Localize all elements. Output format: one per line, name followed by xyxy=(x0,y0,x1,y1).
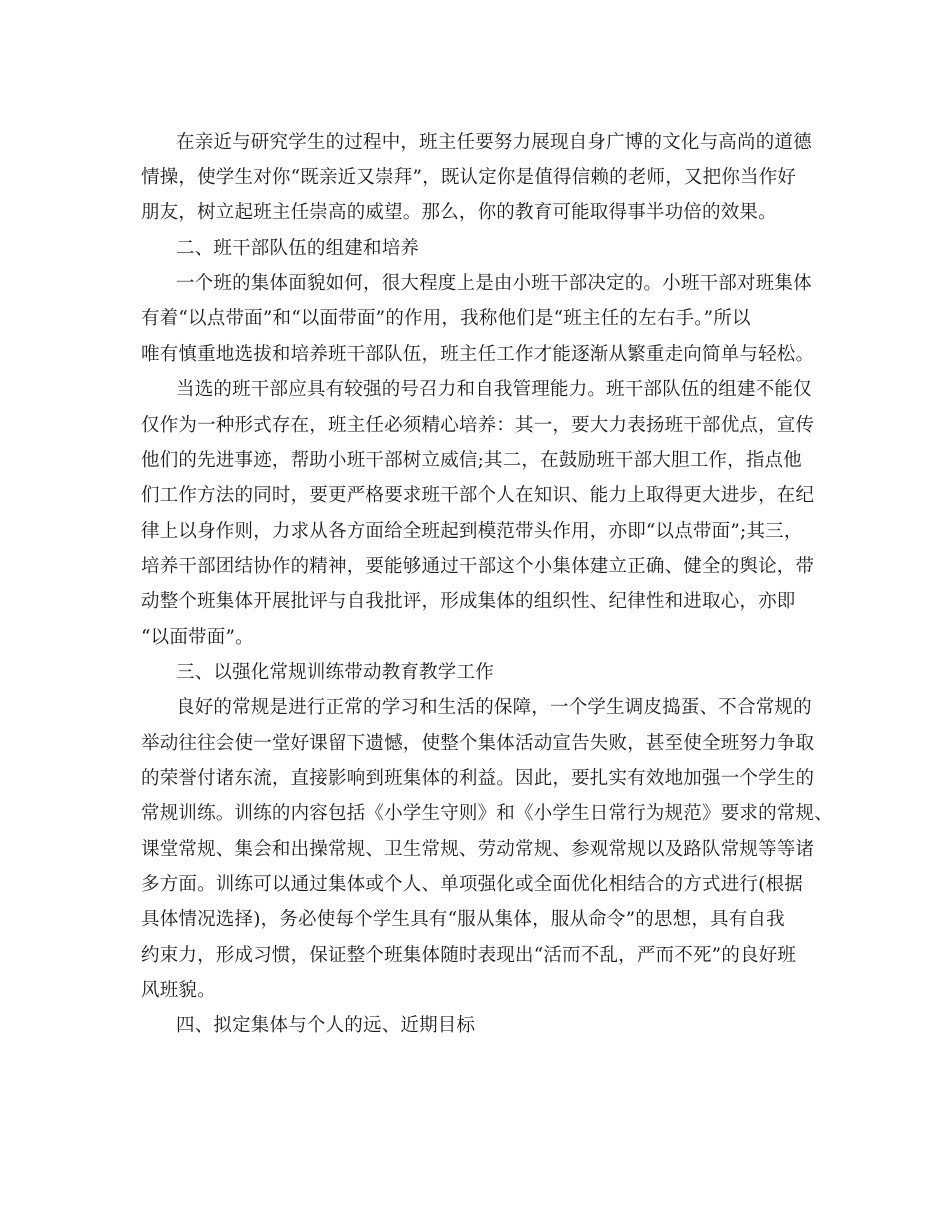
paragraph-line: 举动往往会使一堂好课留下遗憾，使整个集体活动宣告失败，甚至使全班努力争取 xyxy=(141,733,815,754)
paragraph-line: 良好的常规是进行正常的学习和生活的保障，一个学生调皮捣蛋、不合常规的 xyxy=(176,697,812,718)
section-heading: 四、拟定集体与个人的远、近期目标 xyxy=(176,1015,476,1036)
paragraph-line: 风班貌。 xyxy=(141,980,216,1001)
paragraph-line: 培养干部团结协作的精神，要能够通过干部这个小集体建立正确、健全的舆论，带 xyxy=(141,556,815,577)
paragraph-line: 约束力，形成习惯，保证整个班集体随时表现出“活而不乱，严而不死”的良好班 xyxy=(141,945,797,966)
paragraph-line: 课堂常规、集会和出操常规、卫生常规、劳动常规、参观常规以及路队常规等等诸 xyxy=(141,839,815,860)
section-heading: 三、以强化常规训练带动教育教学工作 xyxy=(176,662,494,683)
paragraph-line: 唯有慎重地选拔和培养班干部队伍，班主任工作才能逐渐从繁重走向简单与轻松。 xyxy=(141,344,815,365)
paragraph-line: 情操，使学生对你“既亲近又崇拜”，既认定你是值得信赖的老师，又把你当作好 xyxy=(141,167,797,188)
paragraph-line: 在亲近与研究学生的过程中，班主任要努力展现自身广博的文化与高尚的道德 xyxy=(176,132,812,153)
section-heading: 二、班干部队伍的组建和培养 xyxy=(176,238,420,259)
paragraph-line: 常规训练。训练的内容包括《小学生守则》和《小学生日常行为规范》要求的常规、 xyxy=(141,803,833,824)
paragraph-line: 他们的先进事迹，帮助小班干部树立威信;其二，在鼓励班干部大胆工作，指点他 xyxy=(141,450,802,471)
paragraph-line: 朋友，树立起班主任崇高的威望。那么，你的教育可能取得事半功倍的效果。 xyxy=(141,202,777,223)
paragraph-line: 律上以身作则，力求从各方面给全班起到模范带头作用，亦即“以点带面”;其三， xyxy=(141,521,803,542)
paragraph-line: “以面带面”。 xyxy=(141,627,254,648)
paragraph-line: 的荣誉付诸东流，直接影响到班集体的利益。因此，要扎实有效地加强一个学生的 xyxy=(141,768,815,789)
paragraph-line: 一个班的集体面貌如何，很大程度上是由小班干部决定的。小班干部对班集体 xyxy=(176,273,812,294)
paragraph-line: 当选的班干部应具有较强的号召力和自我管理能力。班干部队伍的组建不能仅 xyxy=(176,379,812,400)
paragraph-line: 有着“以点带面”和“以面带面”的作用，我称他们是“班主任的左右手。”所以 xyxy=(141,308,751,329)
paragraph-line: 们工作方法的同时，要更严格要求班干部个人在知识、能力上取得更大进步，在纪 xyxy=(141,485,815,506)
paragraph-line: 仅作为一种形式存在，班主任必须精心培养：其一，要大力表扬班干部优点，宣传 xyxy=(141,415,815,436)
paragraph-line: 动整个班集体开展批评与自我批评，形成集体的组织性、纪律性和进取心，亦即 xyxy=(141,591,796,612)
paragraph-line: 多方面。训练可以通过集体或个人、单项强化或全面优化相结合的方式进行(根据 xyxy=(141,874,803,895)
paragraph-line: 具体情况选择)，务必使每个学生具有“服从集体，服从命令”的思想，具有自我 xyxy=(141,909,785,930)
